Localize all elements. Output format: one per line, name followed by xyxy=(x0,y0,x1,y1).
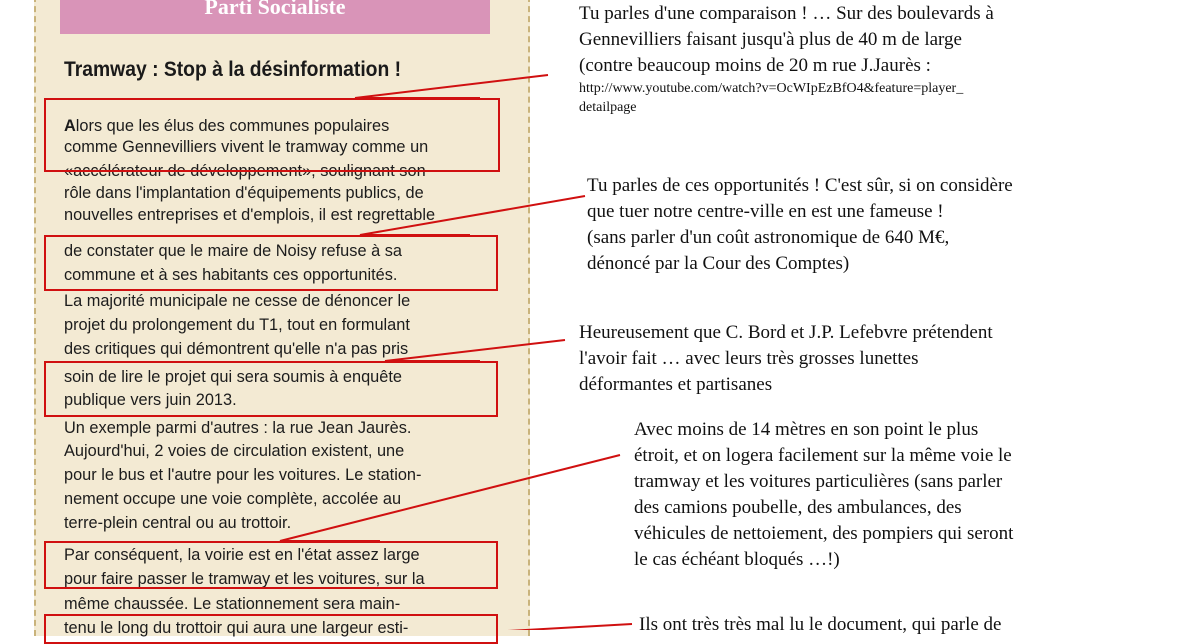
note-line: tramway et les voitures particulières (sans parler xyxy=(634,471,1003,492)
note-line: Tu parles de ces opportunités ! C'est sûr, si on considère xyxy=(587,175,1013,196)
note-line: Gennevilliers faisant jusqu'à plus de 40 m de large xyxy=(579,29,962,50)
clipping-line: pour le bus et l'autre pour les voitures. Le station- xyxy=(64,465,422,484)
clipping-line: Par conséquent, la voirie est en l'état assez large xyxy=(64,545,420,564)
note-line: que tuer notre centre-ville en est une fameuse ! xyxy=(587,201,944,222)
clipping-line: publique vers juin 2013. xyxy=(64,390,237,409)
note-url: http://www.youtube.com/watch?v=OcWIpEzBfO4&feature=player_ xyxy=(579,81,964,96)
note-line: des camions poubelle, des ambulances, des xyxy=(634,497,962,518)
arrow-line xyxy=(385,340,565,361)
clipping-line: comme Gennevilliers vivent le tramway comme un xyxy=(64,137,429,156)
clipping-line: nement occupe une voie complète, accolée au xyxy=(64,489,402,508)
clipping-line: Un exemple parmi d'autres : la rue Jean Jaurès. xyxy=(64,418,412,437)
note-4 xyxy=(634,417,1013,573)
note-line: étroit, et on logera facilement sur la même voie le xyxy=(634,445,1012,466)
note-5 xyxy=(639,612,1001,638)
clipping-line: pour faire passer le tramway et les voitures, sur la xyxy=(64,569,425,588)
party-banner: Parti Socialiste xyxy=(60,0,490,34)
note-line: Tu parles d'une comparaison ! … Sur des boulevards à xyxy=(579,3,994,24)
note-3 xyxy=(579,320,993,398)
clipping-line: Aujourd'hui, 2 voies de circulation existent, une xyxy=(64,441,405,460)
note-line: (sans parler d'un coût astronomique de 640 M€, xyxy=(587,227,950,248)
note-line: Ils ont très très mal lu le document, qui parle de xyxy=(639,614,1002,635)
lead-initial: A xyxy=(64,116,76,135)
clipping-line: soin de lire le projet qui sera soumis à enquête xyxy=(64,367,402,386)
note-line: Heureusement que C. Bord et J.P. Lefebvre prétendent xyxy=(579,322,993,343)
note-line: déformantes et partisanes xyxy=(579,374,773,395)
clipping-line: projet du prolongement du T1, tout en formulant xyxy=(64,315,410,334)
arrow-line xyxy=(360,196,585,235)
note-url: detailpage xyxy=(579,100,637,115)
note-line: (contre beaucoup moins de 20 m rue J.Jaurès : xyxy=(579,55,931,76)
clipping-line: rôle dans l'implantation d'équipements publics, de xyxy=(64,183,424,202)
clipping-line: Alors que les élus des communes populaires xyxy=(64,116,390,135)
clipping-line: terre-plein central ou au trottoir. xyxy=(64,513,292,532)
clipping-headline: Tramway : Stop à la désinformation ! xyxy=(64,58,402,81)
note-line: le cas échéant bloqués …!) xyxy=(634,549,840,570)
arrow-line xyxy=(490,624,632,630)
arrow-line xyxy=(355,75,548,98)
clipping-line: tenu le long du trottoir qui aura une largeur esti- xyxy=(64,618,409,637)
note-line: véhicules de nettoiement, des pompiers qui seront xyxy=(634,523,1014,544)
note-line: dénoncé par la Cour des Comptes) xyxy=(587,253,850,274)
clipping-line: même chaussée. Le stationnement sera main- xyxy=(64,594,401,613)
clipping-line: La majorité municipale ne cesse de dénoncer le xyxy=(64,291,411,310)
note-1 xyxy=(579,1,994,117)
clipping-line: des critiques qui démontrent qu'elle n'a pas pris xyxy=(64,339,409,358)
clipping-line: de constater que le maire de Noisy refuse à sa xyxy=(64,241,402,260)
clipping-line: nouvelles entreprises et d'emplois, il est regrettable xyxy=(64,205,436,224)
clipping-line: «accélérateur de développement», soulignant son xyxy=(64,161,426,180)
note-2 xyxy=(587,173,1013,277)
note-line: l'avoir fait … avec leurs très grosses lunettes xyxy=(579,348,919,369)
note-line: Avec moins de 14 mètres en son point le plus xyxy=(634,419,979,440)
clipping-line: commune et à ses habitants ces opportunités. xyxy=(64,265,398,284)
arrow-line xyxy=(280,455,620,541)
